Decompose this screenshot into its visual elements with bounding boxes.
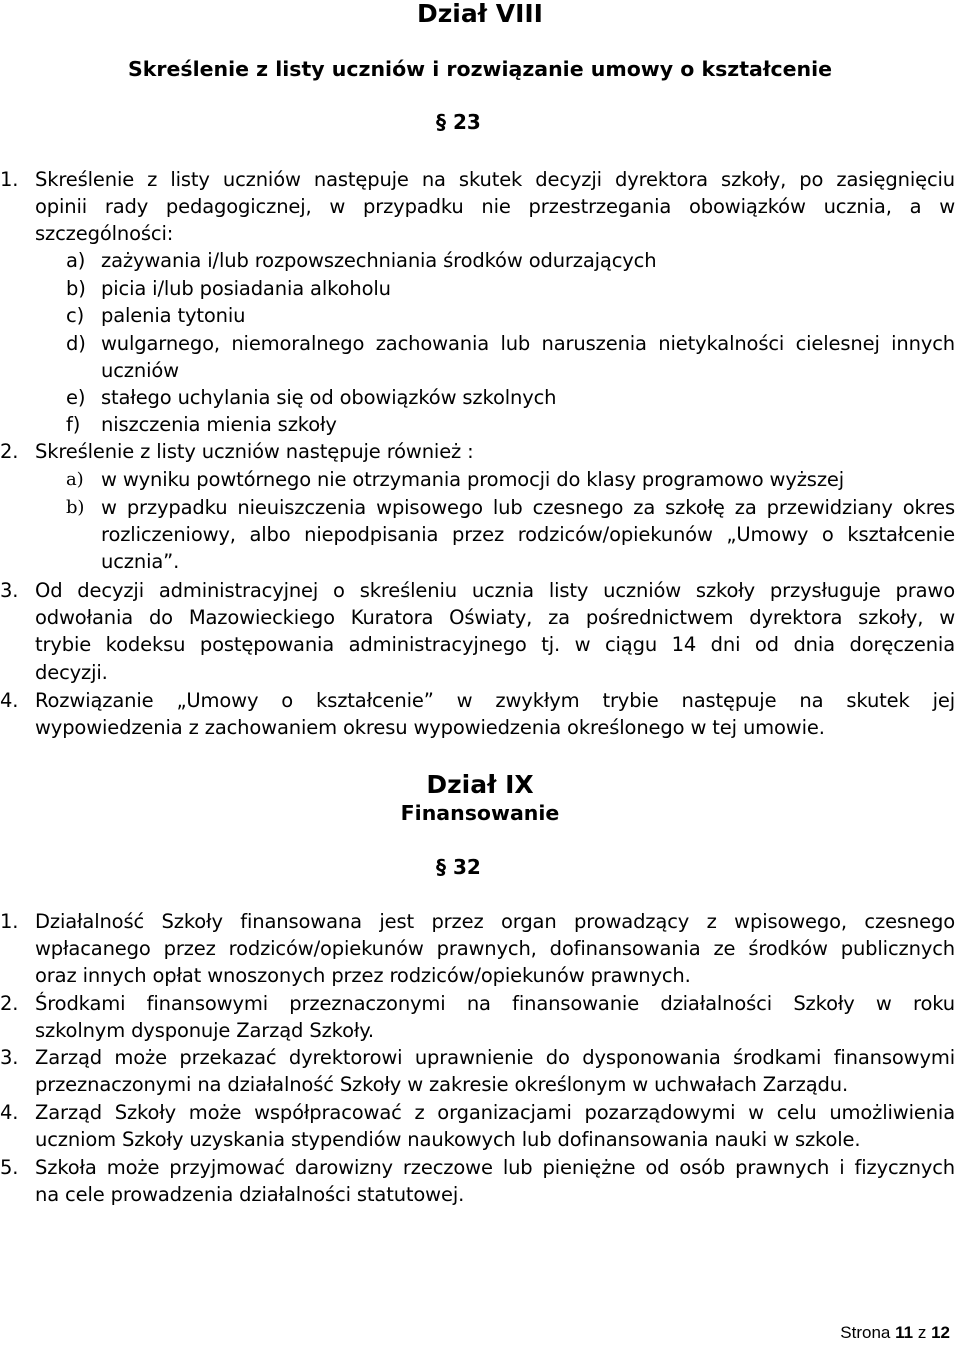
list-item-continuation: rozliczeniowy, albo niepodpisania przez rodziców/opiekunów „Umowy o kształcenie (101, 523, 955, 546)
item-text-line: szkolnym dysponuje Zarząd Szkoły. (35, 1019, 374, 1042)
list-letter: a) (66, 249, 86, 272)
section-title: Dział VIII (417, 0, 543, 28)
item-text-line: odwołania do Mazowieckiego Kuratora Oświaty, za pośrednictwem dyrektora szkoły, w (35, 606, 955, 629)
item-text-line: na cele prowadzenia działalności statutowej. (35, 1183, 465, 1206)
list-item-continuation: ucznia”. (101, 550, 180, 573)
item-number: 2. (0, 440, 19, 463)
item-text-line: opinii rady pedagogicznej, w przypadku nie przestrzegania obowiązków ucznia, a w (35, 195, 955, 218)
item-text-line: decyzji. (35, 661, 108, 684)
item-text-line: Skreślenie z listy uczniów następuje na skutek decyzji dyrektora szkoły, po zasięgnięciu (35, 168, 955, 191)
item-text-line: Szkoła może przyjmować darowizny rzeczowe lub pieniężne od osób prawnych i fizycznych (35, 1156, 955, 1179)
list-item: wulgarnego, niemoralnego zachowania lub naruszenia nietykalności cielesnej innych (101, 332, 955, 355)
item-number: 1. (0, 168, 19, 191)
item-text-line: uczniom Szkoły uzyskania stypendiów naukowych lub dofinansowania nauki w szkole. (35, 1128, 861, 1151)
paragraph-number: § 23 (436, 110, 481, 134)
item-number: 1. (0, 910, 19, 933)
item-text-line: wpłacanego przez rodziców/opiekunów prawnych, dofinansowania ze środków publicznych (35, 937, 955, 960)
list-item-continuation: uczniów (101, 359, 179, 382)
list-item: stałego uchylania się od obowiązków szkolnych (101, 386, 557, 409)
list-item: picia i/lub posiadania alkoholu (101, 277, 391, 300)
section-subtitle: Skreślenie z listy uczniów i rozwiązanie umowy o kształcenie (127, 57, 833, 81)
list-letter: d) (66, 332, 86, 355)
list-letter: f) (66, 413, 81, 436)
item-number: 2. (0, 992, 19, 1015)
list-item: w wyniku powtórnego nie otrzymania promocji do klasy programowo wyższej (101, 468, 845, 491)
item-number: 4. (0, 1101, 19, 1124)
footer-prefix: Strona (840, 1323, 891, 1342)
item-text-line: Zarząd Szkoły może współpracować z organizacjami pozarządowymi w celu umożliwienia (35, 1101, 955, 1124)
list-letter: b) (66, 277, 86, 300)
list-item: zażywania i/lub rozpowszechniania środków odurzających (101, 249, 657, 272)
section-title: Dział IX (426, 770, 534, 799)
item-text-line: szczególności: (35, 222, 174, 245)
list-item: palenia tytoniu (101, 304, 246, 327)
item-text-line: Środkami finansowymi przeznaczonymi na finansowanie działalności Szkoły w roku (35, 992, 955, 1015)
list-letter: a) (66, 469, 84, 490)
item-number: 3. (0, 579, 19, 602)
item-text-line: Od decyzji administracyjnej o skreśleniu ucznia listy uczniów szkoły przysługuje prawo (35, 579, 955, 602)
list-item: w przypadku nieuiszczenia wpisowego lub czesnego za szkołę za przewidziany okres (101, 496, 955, 519)
footer-separator: z (917, 1323, 927, 1342)
section-subtitle: Finansowanie (400, 801, 560, 825)
paragraph-number: § 32 (436, 855, 481, 879)
page-footer (840, 1323, 950, 1343)
footer-page-number: 11 (895, 1323, 914, 1342)
item-text-line: Rozwiązanie „Umowy o kształcenie” w zwykłym trybie następuje na skutek jej (35, 689, 955, 712)
item-text-line: przeznaczonymi na działalność Szkoły w zakresie określonym w uchwałach Zarządu. (35, 1073, 848, 1096)
footer-total-pages: 12 (931, 1323, 950, 1342)
list-letter: c) (66, 304, 85, 327)
list-letter: e) (66, 386, 86, 409)
item-text-line: trybie kodeksu postępowania administracyjnego tj. w ciągu 14 dni od dnia doręczenia (35, 633, 955, 656)
item-text-line: oraz innych opłat wnoszonych przez rodziców/opiekunów prawnych. (35, 964, 691, 987)
item-number: 3. (0, 1046, 19, 1069)
item-text-line: Skreślenie z listy uczniów następuje również : (35, 440, 474, 463)
item-number: 5. (0, 1156, 19, 1179)
list-item: niszczenia mienia szkoły (101, 413, 337, 436)
item-number: 4. (0, 689, 19, 712)
item-text-line: Zarząd może przekazać dyrektorowi uprawnienie do dysponowania środkami finansowymi (35, 1046, 955, 1069)
item-text-line: wypowiedzenia z zachowaniem okresu wypowiedzenia określonego w tej umowie. (35, 716, 825, 739)
list-letter: b) (66, 497, 85, 518)
item-text-line: Działalność Szkoły finansowana jest przez organ prowadzący z wpisowego, czesnego (35, 910, 955, 933)
